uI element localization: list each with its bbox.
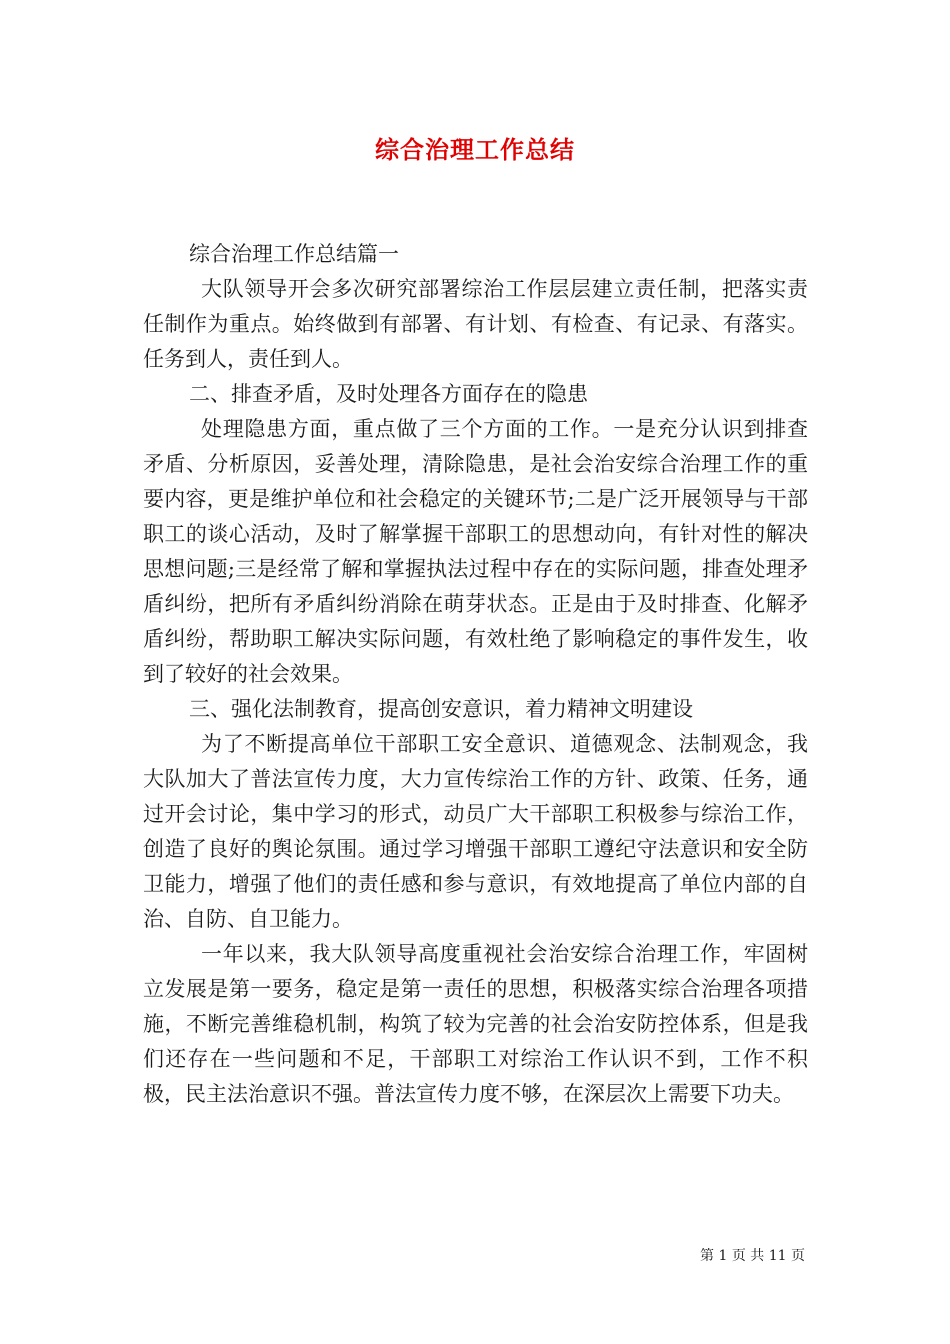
document-body — [143, 237, 808, 1112]
body-paragraph-year-summary: 一年以来，我大队领导高度重视社会治安综合治理工作，牢固树立发展是第一要务，稳定是第一责任的思想，积极落实综合治理各项措施，不断完善维稳机制，构筑了较为完善的社会治安防控体系，但是我们还存在一些问题和不足，干部职工对综治工作认识不到，工作不积极，民主法治意识不强。普法宣传力度不够，在深层次上需要下功夫。 — [143, 942, 808, 1106]
body-paragraph-legal-publicity: 为了不断提高单位干部职工安全意识、道德观念、法制观念，我大队加大了普法宣传力度，大力宣传综治工作的方针、政策、任务，通过开会讨论，集中学习的形式，动员广大干部职工积极参与综治工作，创造了良好的舆论氛围。通过学习增强干部职工遵纪守法意识和安全防卫能力，增强了他们的责任感和参与意识，有效地提高了单位内部的自治、自防、自卫能力。 — [143, 732, 808, 931]
section-heading-part-one: 综合治理工作总结篇一 — [189, 242, 399, 266]
body-paragraph-responsibility: 大队领导开会多次研究部署综治工作层层建立责任制，把落实责任制作为重点。始终做到有部署、有计划、有检查、有记录、有落实。任务到人，责任到人。 — [143, 277, 808, 371]
body-paragraph-hazard-handling: 处理隐患方面，重点做了三个方面的工作。一是充分认识到排查矛盾、分析原因，妥善处理，清除隐患，是社会治安综合治理工作的重要内容，更是维护单位和社会稳定的关键环节;二是广泛开展领导与干部职工的谈心活动，及时了解掌握干部职工的思想动向，有针对性的解决思想问题;三是经常了解和掌握执法过程中存在的实际问题，排查处理矛盾纠纷，把所有矛盾纠纷消除在萌芽状态。正是由于及时排查、化解矛盾纠纷，帮助职工解决实际问题，有效杜绝了影响稳定的事件发生，收到了较好的社会效果。 — [143, 417, 808, 686]
section-heading-investigate-conflicts: 二、排查矛盾，及时处理各方面存在的隐患 — [189, 382, 588, 406]
page-number-footer: 第 1 页 共 11 页 — [700, 1248, 805, 1264]
section-heading-legal-education: 三、强化法制教育，提高创安意识，着力精神文明建设 — [189, 697, 693, 721]
page-title: 综合治理工作总结 — [375, 135, 575, 164]
